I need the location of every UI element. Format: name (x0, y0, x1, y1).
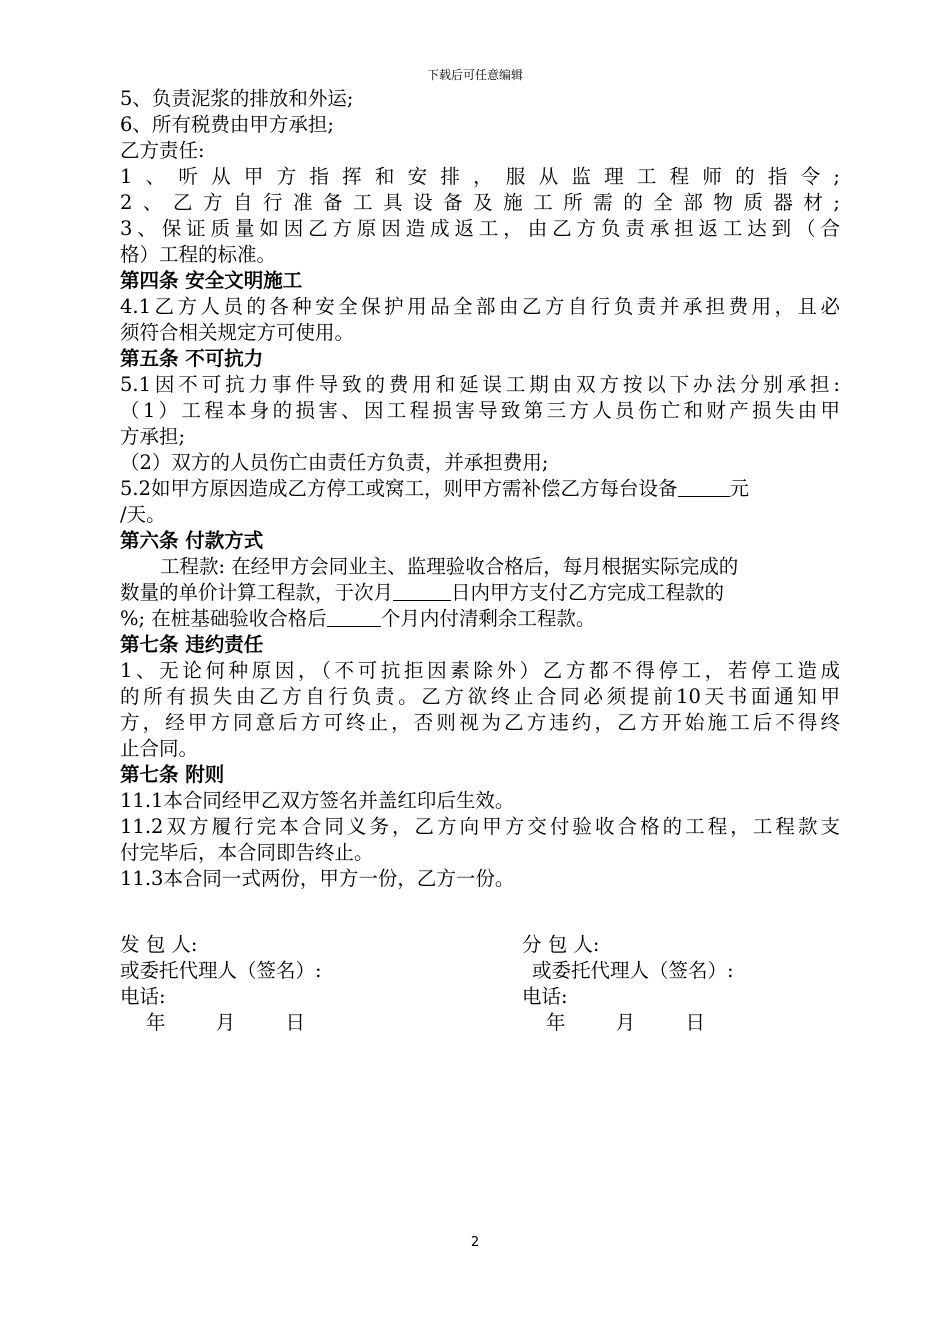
clause-text: %; 在桩基础验收合格后 (120, 607, 327, 630)
clause-line: 工程款: 在经甲方会同业主、监理验收合格后，每月根据实际完成的 (160, 555, 739, 578)
clause-line: 格）工程的标准。 (120, 243, 277, 266)
clause-line: 方承担; (120, 425, 186, 448)
clause-line (120, 580, 840, 606)
date-day: 日 (285, 1011, 305, 1034)
date-year: 年 (146, 1011, 166, 1034)
section-title: 第七条 违约责任 (120, 633, 264, 656)
clause-line (120, 476, 840, 502)
clause-line: 方，经甲方同意后方可终止，否则视为乙方违约，乙方开始施工后不得终 (120, 711, 840, 734)
clause-line (120, 606, 840, 632)
clause-line: 1、听从甲方指挥和安排，服从监理工程师的指令; (120, 165, 840, 188)
clause-line: 11.3本合同一式两份，甲方一份，乙方一份。 (120, 867, 515, 890)
clause-line: 付完毕后，本合同即告终止。 (120, 841, 374, 864)
section-title: 第六条 付款方式 (120, 529, 264, 552)
clause-line: 5、负责泥浆的排放和外运; (120, 87, 354, 110)
clause-line: 4.1乙方人员的各种安全保护用品全部由乙方自行负责并承担费用，且必 (120, 295, 840, 318)
clause-line: 须符合相关规定方可使用。 (120, 321, 355, 344)
signature-party: 分 包 人: (522, 933, 600, 956)
fill-blank[interactable] (393, 580, 451, 601)
clause-line: 1、无论何种原因，（不可抗拒因素除外）乙方都不得停工，若停工造成 (120, 659, 840, 682)
signature-block-right (522, 932, 842, 1036)
signature-block-left (120, 932, 480, 1036)
signature-date (522, 1010, 842, 1036)
signature-date (120, 1010, 480, 1036)
clause-line: 5.1因不可抗力事件导致的费用和延误工期由双方按以下办法分别承担: (120, 373, 840, 396)
clause-line: （1）工程本身的损害、因工程损害导致第三方人员伤亡和财产损失由甲 (120, 399, 840, 422)
section-title: 第四条 安全文明施工 (120, 269, 303, 292)
clause-text: 个月内付清剩余工程款。 (380, 607, 596, 630)
clause-text: 数量的单价计算工程款，于次月 (120, 581, 394, 604)
section-title: 第五条 不可抗力 (120, 347, 264, 370)
signature-party: 发 包 人: (120, 933, 198, 956)
party-b-responsibility-title: 乙方责任: (120, 139, 205, 162)
date-month: 月 (615, 1011, 636, 1034)
clause-line: 2、乙方自行准备工具设备及施工所需的全部物质器材; (120, 191, 840, 214)
clause-text: 5.2如甲方原因造成乙方停工或窝工，则甲方需补偿乙方每台设备 (120, 477, 678, 500)
clause-line: 的所有损失由乙方自行负责。乙方欲终止合同必须提前10天书面通知甲 (120, 685, 840, 708)
section-title: 第七条 附则 (120, 763, 225, 786)
clause-line: 止合同。 (120, 737, 199, 760)
clause-text: 元 (729, 477, 750, 500)
clause-line: /天。 (120, 503, 166, 526)
clause-line: 6、所有税费由甲方承担; (120, 113, 334, 136)
fill-blank[interactable] (327, 606, 381, 627)
signature-agent: 或委托代理人（签名）: (532, 959, 734, 982)
date-day: 日 (685, 1011, 705, 1034)
date-month: 月 (215, 1011, 236, 1034)
contract-body (120, 86, 840, 892)
clause-line: 3、保证质量如因乙方原因造成返工，由乙方负责承担返工达到（合 (120, 217, 840, 240)
signature-phone: 电话: (522, 985, 568, 1008)
page-number: 2 (470, 1235, 480, 1250)
fill-blank[interactable] (678, 476, 730, 497)
page-header: 下载后可任意编辑 (426, 68, 523, 82)
clause-text: 日内甲方支付乙方完成工程款的 (451, 581, 725, 604)
signature-agent: 或委托代理人（签名）: (120, 959, 322, 982)
clause-line: （2）双方的人员伤亡由责任方负责，并承担费用; (120, 451, 549, 474)
clause-line: 11.2双方履行完本合同义务，乙方向甲方交付验收合格的工程，工程款支 (120, 815, 840, 838)
date-year: 年 (546, 1011, 566, 1034)
clause-line: 11.1本合同经甲乙双方签名并盖红印后生效。 (120, 789, 515, 812)
signature-phone: 电话: (120, 985, 166, 1008)
